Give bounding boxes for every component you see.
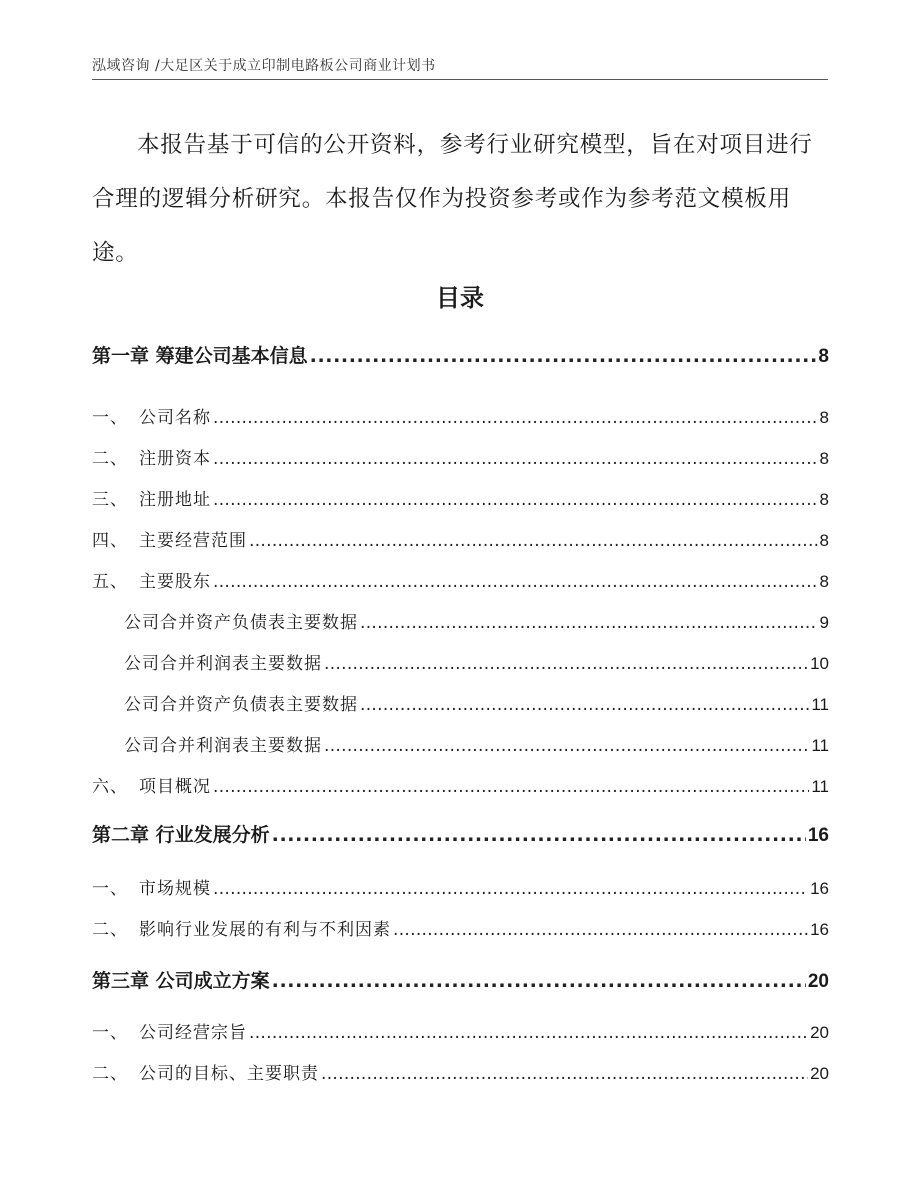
intro-paragraph: 本报告基于可信的公开资料，参考行业研究模型，旨在对项目进行合理的逻辑分析研究。本报告仅作为投资参考或作为参考范文模板用途。 <box>92 132 813 266</box>
toc-leader-dots <box>360 695 809 715</box>
toc-entry-label <box>92 1018 247 1043</box>
toc-title: 目录 <box>436 284 484 312</box>
toc-entry[interactable] <box>92 915 829 940</box>
toc-entry-label <box>92 403 211 428</box>
toc-entry[interactable] <box>124 690 829 715</box>
toc-entry[interactable] <box>92 1059 829 1084</box>
toc-entry-number: 二、 <box>92 1064 128 1084</box>
toc-entry-chapter-3[interactable] <box>92 966 829 993</box>
toc-entry-page: 16 <box>807 825 829 846</box>
toc-entry-number: 五、 <box>92 572 128 592</box>
toc-entry-label: 公司合并利润表主要数据 <box>124 736 322 756</box>
toc-leader-dots <box>393 920 808 940</box>
toc-entry-page: 8 <box>819 531 829 550</box>
toc-leader-dots <box>324 654 808 674</box>
toc-leader-dots <box>249 1023 808 1043</box>
toc-entry-page: 8 <box>819 408 829 427</box>
toc-leader-dots <box>213 879 808 899</box>
toc-entry-page: 11 <box>811 777 829 796</box>
toc-leader-dots <box>272 824 806 846</box>
toc-entry-page: 8 <box>819 449 829 468</box>
toc-entry[interactable] <box>92 1018 829 1043</box>
toc-entry-page: 11 <box>811 695 829 714</box>
toc-entry[interactable] <box>92 526 829 551</box>
toc-entry[interactable] <box>124 649 829 674</box>
header-rule <box>92 79 828 80</box>
toc-entry[interactable] <box>92 567 829 592</box>
toc-entry-chapter-2[interactable] <box>92 820 829 847</box>
toc-entry-page: 8 <box>819 572 829 591</box>
toc-entry-text: 公司名称 <box>139 408 211 428</box>
toc-entry-label <box>92 915 391 940</box>
toc-entry-label <box>92 444 211 469</box>
toc-leader-dots <box>213 408 818 428</box>
toc-entry-label: 公司合并资产负债表主要数据 <box>124 613 358 633</box>
toc-entry[interactable] <box>92 444 829 469</box>
toc-entry-page: 10 <box>810 654 829 673</box>
toc-entry[interactable] <box>124 608 829 633</box>
toc-entry-label: 公司合并资产负债表主要数据 <box>124 695 358 715</box>
toc-entry-text: 项目概况 <box>139 777 211 797</box>
toc-leader-dots <box>310 345 817 367</box>
toc-entry-number: 二、 <box>92 920 128 940</box>
toc-entry-text: 市场规模 <box>139 879 211 899</box>
toc-entry-number: 六、 <box>92 777 128 797</box>
toc-entry-text: 公司的目标、主要职责 <box>139 1064 319 1084</box>
toc-entry-number: 一、 <box>92 1023 128 1043</box>
toc-entry-label: 公司合并利润表主要数据 <box>124 654 322 674</box>
toc-entry[interactable] <box>92 772 829 797</box>
toc-entry-text: 注册资本 <box>139 449 211 469</box>
toc-entry-number: 四、 <box>92 531 128 551</box>
toc-entry-label: 第三章 公司成立方案 <box>92 970 270 992</box>
toc-leader-dots <box>324 736 809 756</box>
toc-entry-page: 20 <box>807 971 829 992</box>
toc-leader-dots <box>360 613 818 633</box>
toc-entry-label <box>92 526 247 551</box>
toc-entry[interactable] <box>92 874 829 899</box>
toc-entry-text: 公司经营宗旨 <box>139 1023 247 1043</box>
toc-entry-text: 注册地址 <box>139 490 211 510</box>
toc-leader-dots <box>249 531 818 551</box>
toc-leader-dots <box>213 449 818 469</box>
toc-entry-label <box>92 1059 319 1084</box>
toc-entry-label <box>92 485 211 510</box>
toc-entry-page: 20 <box>810 1023 829 1042</box>
toc-entry-label: 第二章 行业发展分析 <box>92 824 270 846</box>
toc-entry-number: 一、 <box>92 879 128 899</box>
toc-entry-page: 9 <box>819 613 829 632</box>
toc-leader-dots <box>213 777 809 797</box>
toc-entry-text: 主要股东 <box>139 572 211 592</box>
toc-entry-page: 8 <box>819 490 829 509</box>
toc-entry-label <box>92 772 211 797</box>
toc-entry[interactable] <box>92 403 829 428</box>
toc-entry-label: 第一章 筹建公司基本信息 <box>92 345 308 367</box>
toc-leader-dots <box>213 490 818 510</box>
toc-leader-dots <box>272 970 806 992</box>
toc-entry-page: 16 <box>810 920 829 939</box>
running-header: 泓域咨询 /大足区关于成立印制电路板公司商业计划书 <box>92 58 436 74</box>
toc-entry-number: 一、 <box>92 408 128 428</box>
toc-entry-number: 二、 <box>92 449 128 469</box>
toc-entry-page: 11 <box>811 736 829 755</box>
toc-entry-chapter-1[interactable] <box>92 341 829 368</box>
toc-entry-number: 三、 <box>92 490 128 510</box>
toc-entry-page: 20 <box>810 1064 829 1083</box>
toc-leader-dots <box>321 1064 808 1084</box>
toc-entry[interactable] <box>92 485 829 510</box>
toc-entry-page: 8 <box>818 346 829 367</box>
toc-entry-text: 影响行业发展的有利与不利因素 <box>139 920 391 940</box>
toc-entry-label <box>92 567 211 592</box>
toc-entry-label <box>92 874 211 899</box>
toc-entry[interactable] <box>124 731 829 756</box>
toc-entry-page: 16 <box>810 879 829 898</box>
toc-entry-text: 主要经营范围 <box>139 531 247 551</box>
toc-leader-dots <box>213 572 818 592</box>
